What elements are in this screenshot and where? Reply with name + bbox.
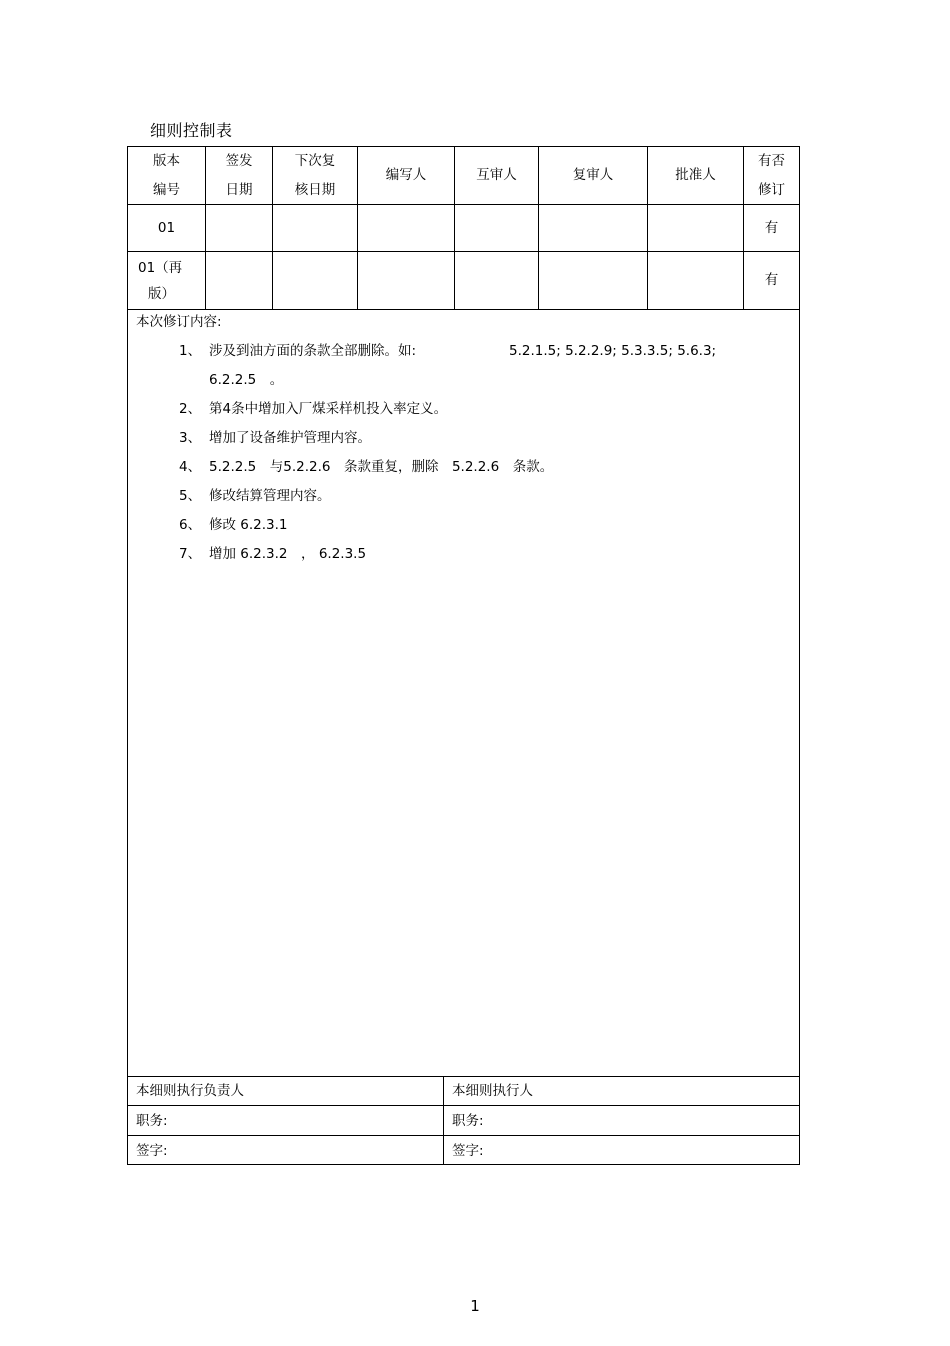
page-number: 1 [470, 1297, 480, 1315]
revision-item-continuation: 6.2.2.5 。 [209, 372, 284, 388]
header-approver: 批准人 [675, 167, 716, 183]
executor-heading: 本细则执行人 [452, 1083, 533, 1099]
executor-signature-label: 签字: [452, 1143, 484, 1159]
header-reviewer: 复审人 [572, 167, 614, 183]
revision-item: 2、 第4条中增加入厂煤采样机投入率定义。 [179, 401, 448, 417]
row2-revised: 有 [764, 272, 779, 288]
signoff-divider [127, 1076, 800, 1077]
responsible-signature-label: 签字: [136, 1143, 168, 1159]
revision-item: 3、 增加了设备维护管理内容。 [179, 430, 371, 446]
header-next-review: 下次复 核日期 [294, 152, 336, 198]
control-table [127, 146, 800, 1165]
header-author: 编写人 [385, 167, 427, 183]
row1-version: 01 [157, 219, 176, 236]
executive-responsible-heading: 本细则执行负责人 [136, 1083, 244, 1099]
revision-item: 4、 5.2.2.5 与5.2.2.6 条款重复，删除 5.2.2.6 条款。 [179, 459, 554, 475]
header-peer-reviewer: 互审人 [476, 167, 517, 183]
signoff-column-divider [443, 1076, 444, 1165]
row-divider [127, 251, 800, 252]
revision-label: 本次修订内容: [136, 314, 222, 330]
row2-version: 01（再 版） [138, 259, 183, 302]
revision-item: 1、 涉及到油方面的条款全部删除。如: 5.2.1.5; 5.2.2.9; 5.3.3.5; 5.6.3; [179, 343, 717, 359]
header-revised: 有否 修订 [758, 152, 785, 198]
revision-item: 6、 修改 6.2.3.1 [179, 517, 288, 533]
header-issue-date: 签发 日期 [225, 152, 253, 198]
header-version: 版本 编号 [153, 152, 180, 198]
signoff-divider [127, 1105, 800, 1106]
signoff-divider [127, 1135, 800, 1136]
document-title: 细则控制表 [150, 121, 233, 140]
row1-revised: 有 [764, 219, 779, 236]
revision-item: 5、 修改结算管理内容。 [179, 488, 331, 504]
responsible-position-label: 职务: [136, 1113, 168, 1129]
revision-item: 7、 增加 6.2.3.2 ， 6.2.3.5 [179, 546, 367, 562]
row-divider [127, 309, 800, 310]
executor-position-label: 职务: [452, 1113, 484, 1129]
